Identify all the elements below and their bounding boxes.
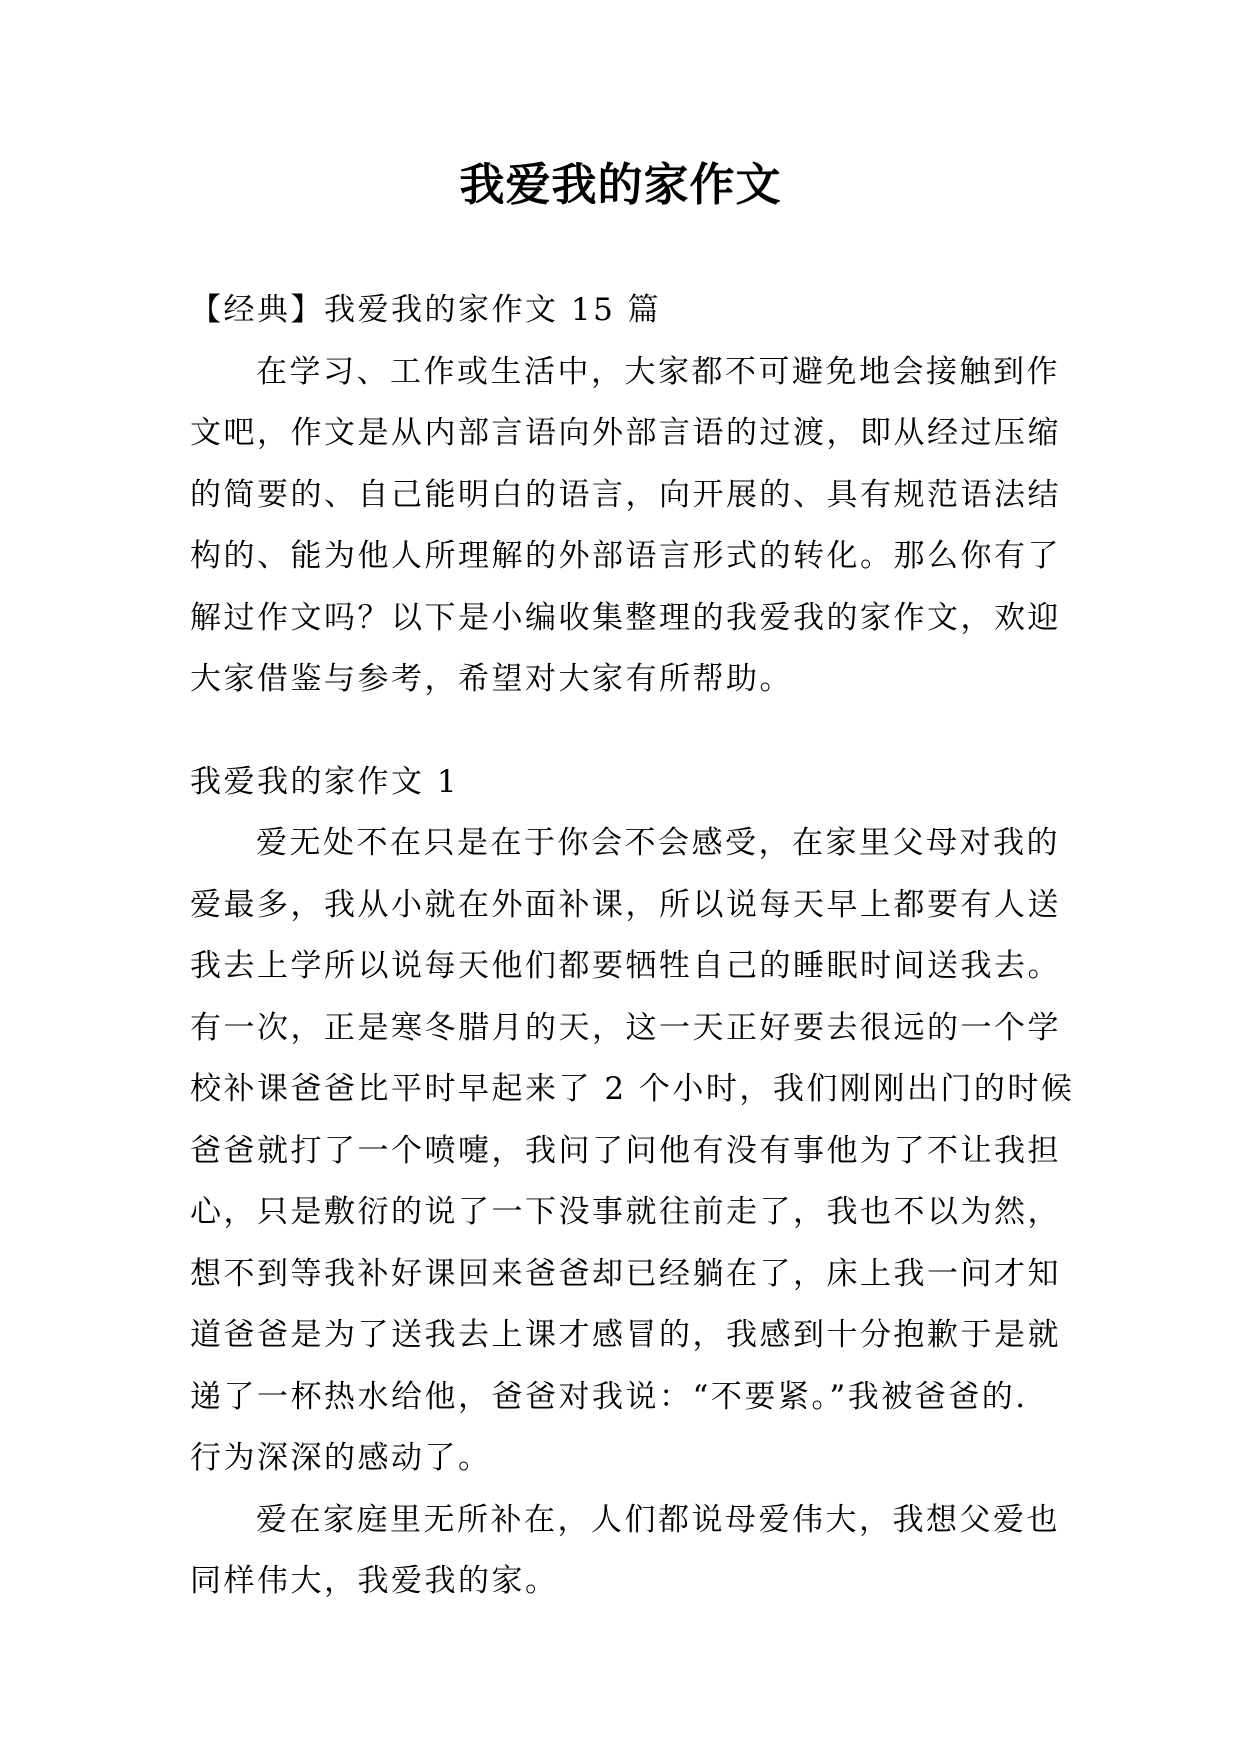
intro-line: 在学习、工作或生活中，大家都不可避免地会接触到作 — [256, 353, 1060, 390]
paragraph-line: 我去上学所以说每天他们都要牺牲自己的睡眠时间送我去。 — [190, 948, 1061, 984]
intro-line: 文吧，作文是从内部言语向外部言语的过渡，即从经过压缩 — [190, 415, 1061, 451]
paragraph-line: 校补课爸爸比平时早起来了 2 个小时，我们刚刚出门的时候 — [190, 1071, 1075, 1107]
document-subtitle: 【经典】我爱我的家作文 15 篇 — [190, 292, 662, 328]
paragraph-line: 同样伟大，我爱我的家。 — [190, 1563, 559, 1599]
paragraph-line: 递了一杯热水给他，爸爸对我说：“不要紧。”我被爸爸的. — [190, 1378, 1028, 1415]
paragraph-line: 爱最多，我从小就在外面补课，所以说每天早上都要有人送 — [190, 886, 1061, 923]
intro-line: 的简要的、自己能明白的语言，向开展的、具有规范语法结 — [190, 476, 1061, 513]
paragraph-line: 爱在家庭里无所补在，人们都说母爱伟大，我想父爱也 — [256, 1501, 1060, 1538]
section-heading: 我爱我的家作文 1 — [190, 763, 460, 800]
document-title: 我爱我的家作文 — [459, 158, 782, 211]
paragraph-spacer — [190, 711, 1070, 752]
intro-line: 解过作文吗？以下是小编收集整理的我爱我的家作文，欢迎 — [190, 599, 1061, 636]
section-paragraph-2 — [190, 1490, 1070, 1613]
paragraph-line: 爸爸就打了一个喷嚏，我问了问他有没有事他为了不让我担 — [190, 1132, 1061, 1169]
intro-line: 构的、能为他人所理解的外部语言形式的转化。那么你有了 — [190, 538, 1061, 574]
document-body — [190, 280, 1075, 1613]
paragraph-line: 道爸爸是为了送我去上课才感冒的，我感到十分抱歉于是就 — [190, 1317, 1061, 1353]
paragraph-line: 心，只是敷衍的说了一下没事就往前走了，我也不以为然， — [190, 1194, 1061, 1230]
section-paragraph-1 — [190, 813, 1075, 1490]
paragraph-line: 想不到等我补好课回来爸爸却已经躺在了，床上我一问才知 — [190, 1255, 1061, 1292]
intro-line: 大家借鉴与参考，希望对大家有所帮助。 — [190, 661, 793, 697]
paragraph-line: 有一次，正是寒冬腊月的天，这一天正好要去很远的一个学 — [190, 1009, 1061, 1046]
intro-paragraph — [190, 342, 1070, 711]
paragraph-line: 行为深深的感动了。 — [190, 1440, 492, 1476]
paragraph-line: 爱无处不在只是在于你会不会感受，在家里父母对我的 — [256, 825, 1060, 861]
